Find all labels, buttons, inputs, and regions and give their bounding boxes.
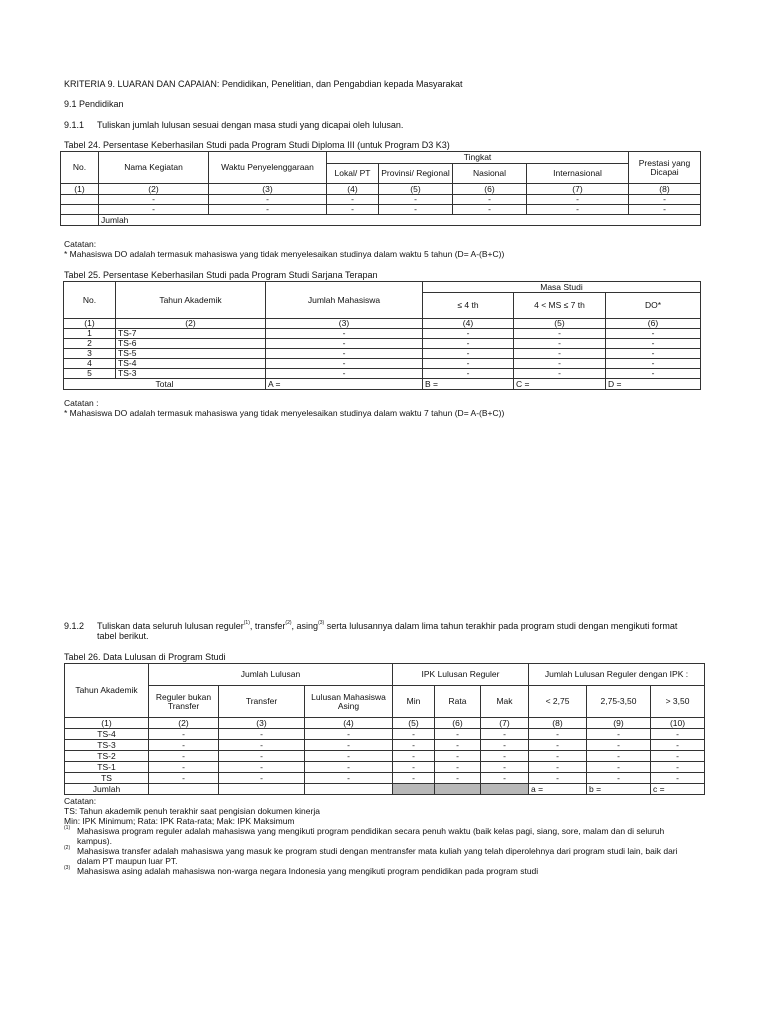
cell: - bbox=[209, 195, 327, 205]
cell: - bbox=[266, 339, 423, 349]
cell bbox=[61, 195, 99, 205]
item-912-line2: tabel berikut. bbox=[97, 631, 149, 641]
note25-title: Catatan : bbox=[64, 398, 99, 408]
cell: - bbox=[587, 729, 651, 740]
section-title: 9.1 Pendidikan bbox=[64, 99, 124, 109]
table25 bbox=[63, 281, 701, 390]
cell: - bbox=[527, 205, 629, 215]
cell: - bbox=[629, 205, 701, 215]
t25-num: (3) bbox=[266, 319, 423, 329]
cell: - bbox=[99, 195, 209, 205]
cell: - bbox=[514, 369, 606, 379]
t25-h-4to7: 4 < MS ≤ 7 th bbox=[514, 293, 606, 319]
cell: - bbox=[481, 751, 529, 762]
note25-text: * Mahasiswa DO adalah termasuk mahasiswa yang tidak menyelesaikan studinya dalam waktu 7 tahun (D= A-(B+C)) bbox=[64, 408, 505, 418]
cell: - bbox=[514, 339, 606, 349]
cell: - bbox=[149, 773, 219, 784]
t26-num: (10) bbox=[651, 718, 705, 729]
item-912-part: , asing bbox=[291, 621, 319, 631]
note24-text: * Mahasiswa DO adalah termasuk mahasiswa yang tidak menyelesaikan studinya dalam waktu 5 tahun (D= A-(B+C)) bbox=[64, 249, 505, 259]
t25-num: (2) bbox=[116, 319, 266, 329]
cell: - bbox=[305, 751, 393, 762]
t25-h-le4: ≤ 4 th bbox=[423, 293, 514, 319]
t25-num: (6) bbox=[606, 319, 701, 329]
cell: - bbox=[514, 349, 606, 359]
t24-num: (4) bbox=[327, 184, 379, 195]
cell: - bbox=[266, 329, 423, 339]
table25-caption: Tabel 25. Persentase Keberhasilan Studi pada Program Studi Sarjana Terapan bbox=[64, 270, 378, 280]
cell bbox=[61, 205, 99, 215]
t25-num: (1) bbox=[64, 319, 116, 329]
table24-caption: Tabel 24. Persentase Keberhasilan Studi pada Program Studi Diploma III (untuk Program D3 K3) bbox=[64, 140, 450, 150]
t26-h-mak: Mak bbox=[481, 686, 529, 718]
cell: - bbox=[606, 359, 701, 369]
cell: - bbox=[149, 740, 219, 751]
cell: - bbox=[219, 740, 305, 751]
footnote-ref: (1) bbox=[243, 620, 250, 626]
table-row bbox=[64, 349, 701, 359]
cell: - bbox=[481, 773, 529, 784]
t24-num: (5) bbox=[379, 184, 453, 195]
table-row bbox=[64, 339, 701, 349]
footnote-marker: (2) bbox=[64, 845, 71, 851]
cell: - bbox=[393, 729, 435, 740]
t24-jumlah: Jumlah bbox=[99, 215, 701, 226]
cell: - bbox=[481, 762, 529, 773]
cell: TS-2 bbox=[65, 751, 149, 762]
footnote-marker: (3) bbox=[64, 865, 71, 871]
t25-h-jumlah: Jumlah Mahasiswa bbox=[266, 282, 423, 319]
note26-title: Catatan: bbox=[64, 796, 97, 806]
criteria-heading: KRITERIA 9. LUARAN DAN CAPAIAN: Pendidikan, Penelitian, dan Pengabdian kepada Masyarakat bbox=[64, 79, 463, 89]
item-912-part: serta lulusannya dalam lima tahun terakhir pada program studi dengan mengikuti format bbox=[324, 621, 678, 631]
table-row bbox=[61, 205, 701, 215]
cell: - bbox=[606, 329, 701, 339]
cell: - bbox=[393, 751, 435, 762]
note26-l2: Min: IPK Minimum; Rata: IPK Rata-rata; Mak: IPK Maksimum bbox=[64, 816, 295, 826]
t26-num: (5) bbox=[393, 718, 435, 729]
cell: - bbox=[529, 751, 587, 762]
footnote-3 bbox=[64, 866, 724, 876]
cell: - bbox=[435, 773, 481, 784]
item-912-text bbox=[97, 621, 703, 631]
t26-h-rata: Rata bbox=[435, 686, 481, 718]
footnote-2 bbox=[64, 846, 724, 866]
cell: - bbox=[527, 195, 629, 205]
t25-c: C = bbox=[514, 379, 606, 390]
cell: TS-3 bbox=[65, 740, 149, 751]
cell: - bbox=[587, 762, 651, 773]
t24-h-tingkat: Tingkat bbox=[327, 152, 629, 164]
cell: - bbox=[219, 773, 305, 784]
cell: 4 bbox=[64, 359, 116, 369]
cell: - bbox=[587, 773, 651, 784]
cell: - bbox=[266, 359, 423, 369]
cell: - bbox=[219, 751, 305, 762]
cell: - bbox=[327, 195, 379, 205]
cell: - bbox=[514, 329, 606, 339]
gray-cell bbox=[481, 784, 529, 795]
table-row bbox=[64, 359, 701, 369]
t26-h-transfer: Transfer bbox=[219, 686, 305, 718]
footnote-1 bbox=[64, 826, 724, 846]
footnote-text: Mahasiswa asing adalah mahasiswa non-warga negara Indonesia yang mengikuti program pendidikan pada program studi bbox=[77, 866, 539, 876]
cell: - bbox=[423, 329, 514, 339]
t25-a: A = bbox=[266, 379, 423, 390]
t26-h-asing: Lulusan Mahasiswa Asing bbox=[305, 686, 393, 718]
t24-num: (7) bbox=[527, 184, 629, 195]
cell: - bbox=[99, 205, 209, 215]
note26-l1: TS: Tahun akademik penuh terakhir saat pengisian dokumen kinerja bbox=[64, 806, 320, 816]
cell: TS-4 bbox=[116, 359, 266, 369]
t25-h-no: No. bbox=[64, 282, 116, 319]
t24-num: (2) bbox=[99, 184, 209, 195]
footnote-text: Mahasiswa program reguler adalah mahasiswa yang mengikuti program pendidikan secara penuh waktu (baik kelas pagi, siang, sore, malam dan di seluruh kampus). bbox=[77, 826, 665, 846]
cell: - bbox=[651, 729, 705, 740]
table26 bbox=[64, 663, 705, 795]
cell: - bbox=[606, 369, 701, 379]
gray-cell bbox=[435, 784, 481, 795]
cell: - bbox=[514, 359, 606, 369]
item-912-number: 9.1.2 bbox=[64, 621, 85, 631]
cell: - bbox=[529, 762, 587, 773]
t24-h-waktu: Waktu Penyelenggaraan bbox=[209, 152, 327, 184]
cell: - bbox=[651, 773, 705, 784]
t24-h-lokal: Lokal/ PT bbox=[327, 164, 379, 184]
cell: 5 bbox=[64, 369, 116, 379]
cell: - bbox=[435, 740, 481, 751]
t25-d: D = bbox=[606, 379, 701, 390]
cell: TS bbox=[65, 773, 149, 784]
t24-num: (1) bbox=[61, 184, 99, 195]
t26-h-lt: < 2,75 bbox=[529, 686, 587, 718]
t26-b: b = bbox=[587, 784, 651, 795]
cell: - bbox=[149, 762, 219, 773]
cell: - bbox=[149, 751, 219, 762]
table-row bbox=[61, 195, 701, 205]
item-911-text: Tuliskan jumlah lulusan sesuai dengan masa studi yang dicapai oleh lulusan. bbox=[97, 120, 404, 130]
cell: TS-3 bbox=[116, 369, 266, 379]
cell: - bbox=[379, 205, 453, 215]
cell: - bbox=[529, 740, 587, 751]
cell: 3 bbox=[64, 349, 116, 359]
table-row bbox=[65, 729, 705, 740]
table26-caption: Tabel 26. Data Lulusan di Program Studi bbox=[64, 652, 226, 662]
table-row bbox=[65, 740, 705, 751]
t25-num: (5) bbox=[514, 319, 606, 329]
t25-h-masa: Masa Studi bbox=[423, 282, 701, 293]
gray-cell bbox=[393, 784, 435, 795]
t24-h-nasional: Nasional bbox=[453, 164, 527, 184]
t26-h-tahun: Tahun Akademik bbox=[65, 664, 149, 718]
cell: - bbox=[266, 349, 423, 359]
t24-num: (6) bbox=[453, 184, 527, 195]
t24-h-prestasi: Prestasi yang Dicapai bbox=[629, 152, 701, 184]
cell: - bbox=[435, 751, 481, 762]
cell: - bbox=[379, 195, 453, 205]
cell: - bbox=[587, 751, 651, 762]
table24 bbox=[60, 151, 701, 226]
cell: - bbox=[435, 762, 481, 773]
t24-h-no: No. bbox=[61, 152, 99, 184]
cell: - bbox=[219, 729, 305, 740]
t26-num: (9) bbox=[587, 718, 651, 729]
cell: TS-6 bbox=[116, 339, 266, 349]
cell: 2 bbox=[64, 339, 116, 349]
item-911-number: 9.1.1 bbox=[64, 120, 85, 130]
t26-jumlah: Jumlah bbox=[65, 784, 149, 795]
t26-num: (2) bbox=[149, 718, 219, 729]
t26-h-reguler: Reguler bukan Transfer bbox=[149, 686, 219, 718]
t26-h-jlr: Jumlah Lulusan Reguler dengan IPK : bbox=[529, 664, 705, 686]
t24-h-prov: Provinsi/ Regional bbox=[379, 164, 453, 184]
footnote-marker: (1) bbox=[64, 825, 71, 831]
cell: - bbox=[606, 349, 701, 359]
cell: - bbox=[481, 740, 529, 751]
cell: - bbox=[393, 773, 435, 784]
cell: - bbox=[529, 729, 587, 740]
cell: - bbox=[435, 729, 481, 740]
note24-title: Catatan: bbox=[64, 239, 97, 249]
footnote-ref: (2) bbox=[285, 620, 292, 626]
cell: - bbox=[305, 740, 393, 751]
cell: - bbox=[393, 762, 435, 773]
t24-h-internasional: Internasional bbox=[527, 164, 629, 184]
t26-num: (8) bbox=[529, 718, 587, 729]
t26-a: a = bbox=[529, 784, 587, 795]
cell: - bbox=[481, 729, 529, 740]
t25-b: B = bbox=[423, 379, 514, 390]
cell: - bbox=[149, 729, 219, 740]
cell: TS-1 bbox=[65, 762, 149, 773]
item-912-part: Tuliskan data seluruh lulusan reguler bbox=[97, 621, 244, 631]
t25-num: (4) bbox=[423, 319, 514, 329]
t26-c: c = bbox=[651, 784, 705, 795]
t26-num: (4) bbox=[305, 718, 393, 729]
table-row bbox=[65, 762, 705, 773]
cell: - bbox=[587, 740, 651, 751]
cell: - bbox=[651, 762, 705, 773]
t25-h-tahun: Tahun Akademik bbox=[116, 282, 266, 319]
cell: - bbox=[423, 349, 514, 359]
t24-num: (8) bbox=[629, 184, 701, 195]
t26-h-min: Min bbox=[393, 686, 435, 718]
cell: - bbox=[629, 195, 701, 205]
t26-num: (1) bbox=[65, 718, 149, 729]
cell: - bbox=[305, 773, 393, 784]
table-row bbox=[64, 369, 701, 379]
cell: - bbox=[606, 339, 701, 349]
t24-h-nama: Nama Kegiatan bbox=[99, 152, 209, 184]
t26-num: (6) bbox=[435, 718, 481, 729]
cell: - bbox=[453, 205, 527, 215]
t26-num: (3) bbox=[219, 718, 305, 729]
footnote-ref: (3) bbox=[318, 620, 325, 626]
table-row bbox=[64, 329, 701, 339]
cell: TS-7 bbox=[116, 329, 266, 339]
t25-total: Total bbox=[64, 379, 266, 390]
cell: - bbox=[266, 369, 423, 379]
cell: 1 bbox=[64, 329, 116, 339]
t26-h-gt: > 3,50 bbox=[651, 686, 705, 718]
cell: TS-4 bbox=[65, 729, 149, 740]
table-row bbox=[65, 751, 705, 762]
t26-h-ipk: IPK Lulusan Reguler bbox=[393, 664, 529, 686]
item-912-part: , transfer bbox=[249, 621, 286, 631]
cell: - bbox=[423, 339, 514, 349]
table-row bbox=[65, 773, 705, 784]
footnote-text: Mahasiswa transfer adalah mahasiswa yang masuk ke program studi dengan mentransfer mata kuliah yang telah diperolehnya dari program studi lain, baik dari dalam PT maupun luar PT. bbox=[77, 846, 678, 866]
cell: - bbox=[423, 359, 514, 369]
t26-num: (7) bbox=[481, 718, 529, 729]
t25-h-do: DO* bbox=[606, 293, 701, 319]
cell: - bbox=[305, 762, 393, 773]
t26-h-jumlah-lulusan: Jumlah Lulusan bbox=[149, 664, 393, 686]
cell: TS-5 bbox=[116, 349, 266, 359]
cell: - bbox=[453, 195, 527, 205]
cell: - bbox=[219, 762, 305, 773]
cell: - bbox=[327, 205, 379, 215]
cell: - bbox=[209, 205, 327, 215]
cell: - bbox=[423, 369, 514, 379]
cell: - bbox=[529, 773, 587, 784]
t24-num: (3) bbox=[209, 184, 327, 195]
cell: - bbox=[393, 740, 435, 751]
t26-h-mid: 2,75-3,50 bbox=[587, 686, 651, 718]
cell: - bbox=[305, 729, 393, 740]
cell: - bbox=[651, 740, 705, 751]
cell: - bbox=[651, 751, 705, 762]
